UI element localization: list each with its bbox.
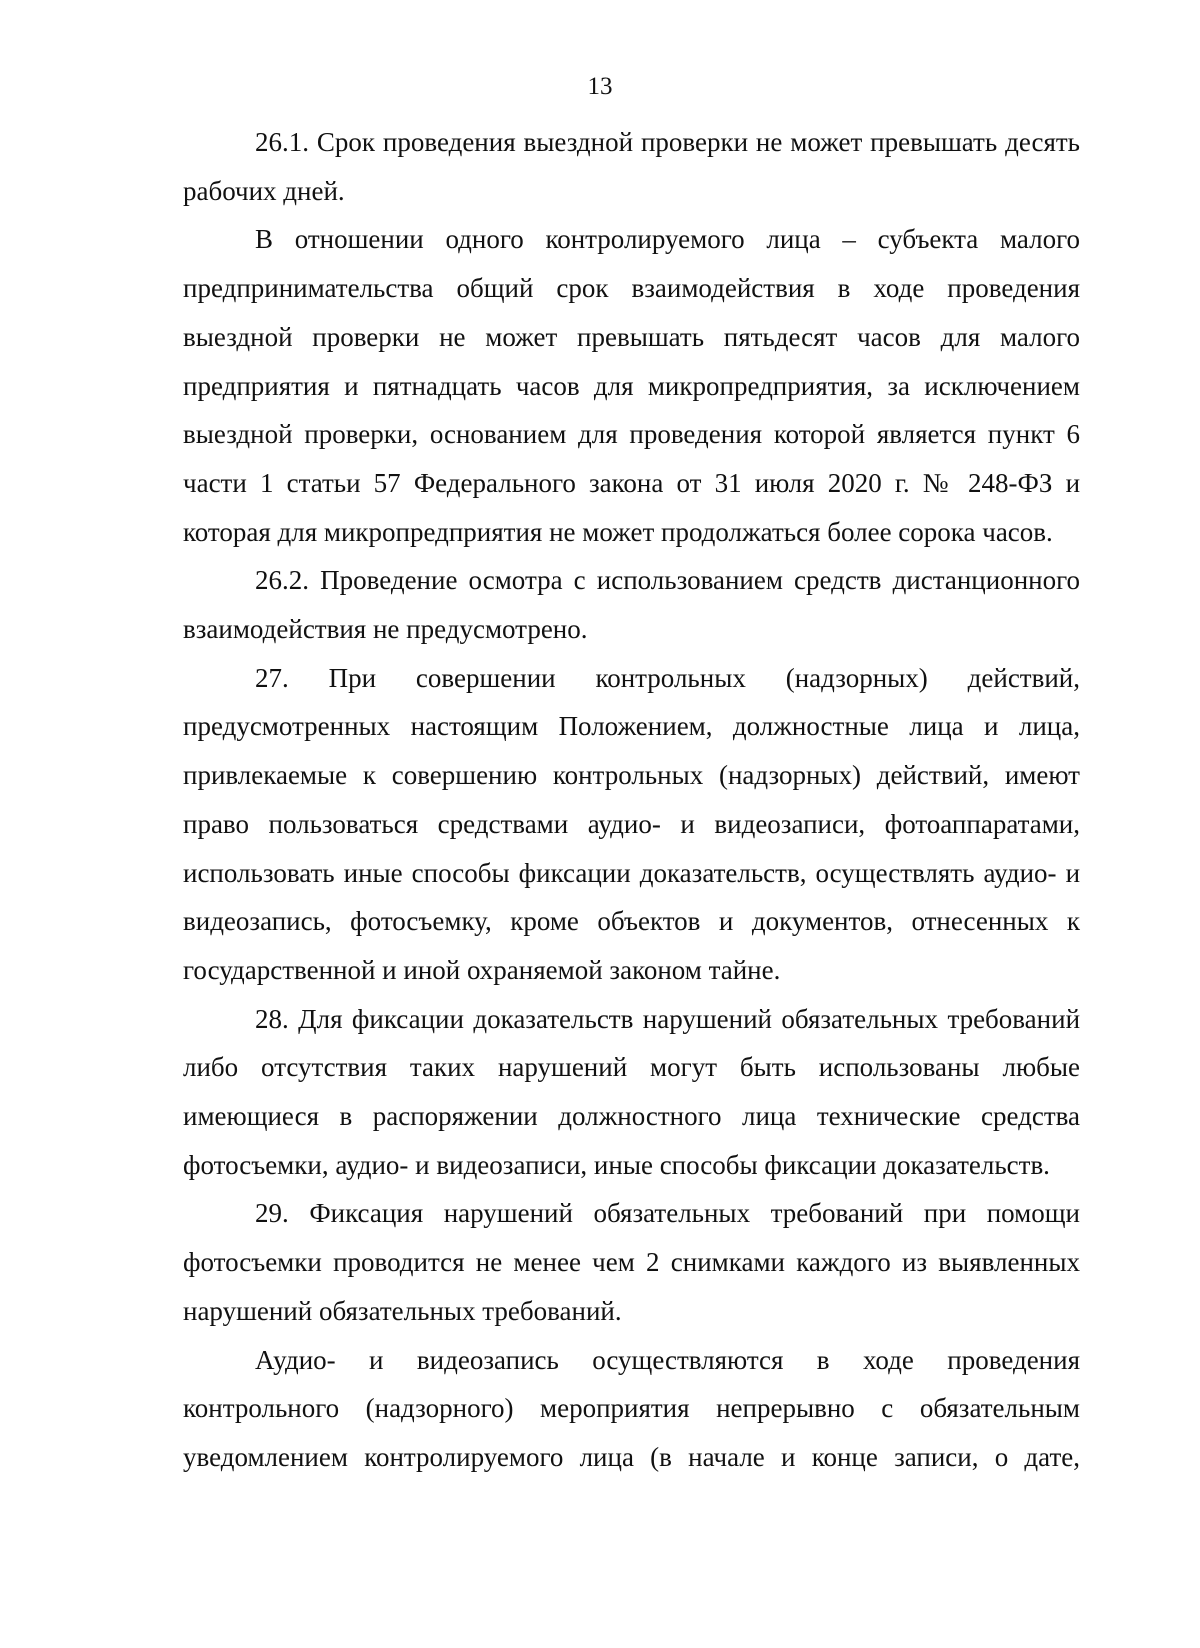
page-number: 13 (587, 73, 613, 100)
text-line: требований либо отсутствия таких нарушений могут быть использованы (183, 1003, 1081, 1083)
paragraph-26-1 (183, 118, 1080, 215)
paragraph-27 (183, 654, 1080, 995)
paragraph-26-2 (183, 556, 1080, 653)
text-line: части 1 статьи 57 Федерального закона от 31 июля 2020 г. № 248-ФЗ (183, 467, 1053, 498)
text-line: 27. При совершении контрольных (надзорных) действий, (255, 662, 1080, 693)
text-line: уведомлением контролируемого лица (в начале и конце записи, о дате, (183, 1441, 1080, 1472)
text-line: дистанционного взаимодействия не предусмотрено. (183, 565, 1080, 645)
text-line: 26.1. Срок проведения выездной проверки не может превышать (255, 127, 998, 157)
text-line: фотосъемки проводится не менее чем 2 снимками каждого из выявленных (183, 1247, 1080, 1278)
text-line: предприятия и пятнадцать часов для микропредприятия, за исключением (183, 370, 1080, 401)
text-line: и которая для микропредприятия не может продолжаться более сорока (183, 467, 1081, 547)
text-line: контрольного (надзорного) мероприятия непрерывно с обязательным (183, 1393, 1080, 1424)
text-line: 26.2. Проведение осмотра с использованием средств (255, 565, 882, 596)
text-line: любые имеющиеся в распоряжении должностного лица технические (183, 1052, 1080, 1132)
text-line: привлекаемые к совершению контрольных (надзорных) действий, имеют (183, 760, 1080, 791)
text-line: 28. Для фиксации доказательств нарушений обязательных (255, 1003, 938, 1034)
text-line: использовать иные способы фиксации доказательств, осуществлять (183, 857, 975, 888)
text-line: отнесенных к государственной и иной охраняемой законом тайне. (183, 906, 1080, 985)
text-line: Аудио- и видеозапись осуществляются в ходе проведения (255, 1344, 1080, 1375)
paragraph-28 (183, 995, 1080, 1190)
paragraph-audio-video-recording (183, 1336, 1080, 1482)
text-line: выездной проверки не может превышать пятьдесят часов для малого (183, 321, 1080, 352)
text-line: право пользоваться средствами аудио- и видеозаписи, фотоаппаратами, (183, 808, 1080, 839)
document-body (183, 118, 1080, 1482)
text-line: нарушений обязательных требований. (183, 1295, 622, 1326)
text-line: десять рабочих дней. (183, 127, 1080, 206)
text-line: средства фотосъемки, аудио- и видеозаписи, иные способы фиксации (183, 1101, 1081, 1180)
paragraph-29 (183, 1189, 1080, 1335)
text-line: выездной проверки, основанием для проведения которой является пункт 6 (183, 419, 1080, 450)
text-line: 29. Фиксация нарушений обязательных требований при помощи (255, 1198, 1080, 1229)
text-line: аудио- и видеозапись, фотосъемку, кроме объектов и документов, (183, 857, 1081, 937)
text-line: предусмотренных настоящим Положением, должностные лица и лица, (183, 711, 1080, 742)
text-line: часов. (982, 516, 1053, 547)
paragraph-small-business-limit (183, 215, 1080, 556)
text-line: В отношении одного контролируемого лица – субъекта малого (255, 224, 1080, 255)
text-line: предпринимательства общий срок взаимодействия в ходе проведения (183, 273, 1080, 304)
text-line: доказательств. (883, 1149, 1050, 1180)
